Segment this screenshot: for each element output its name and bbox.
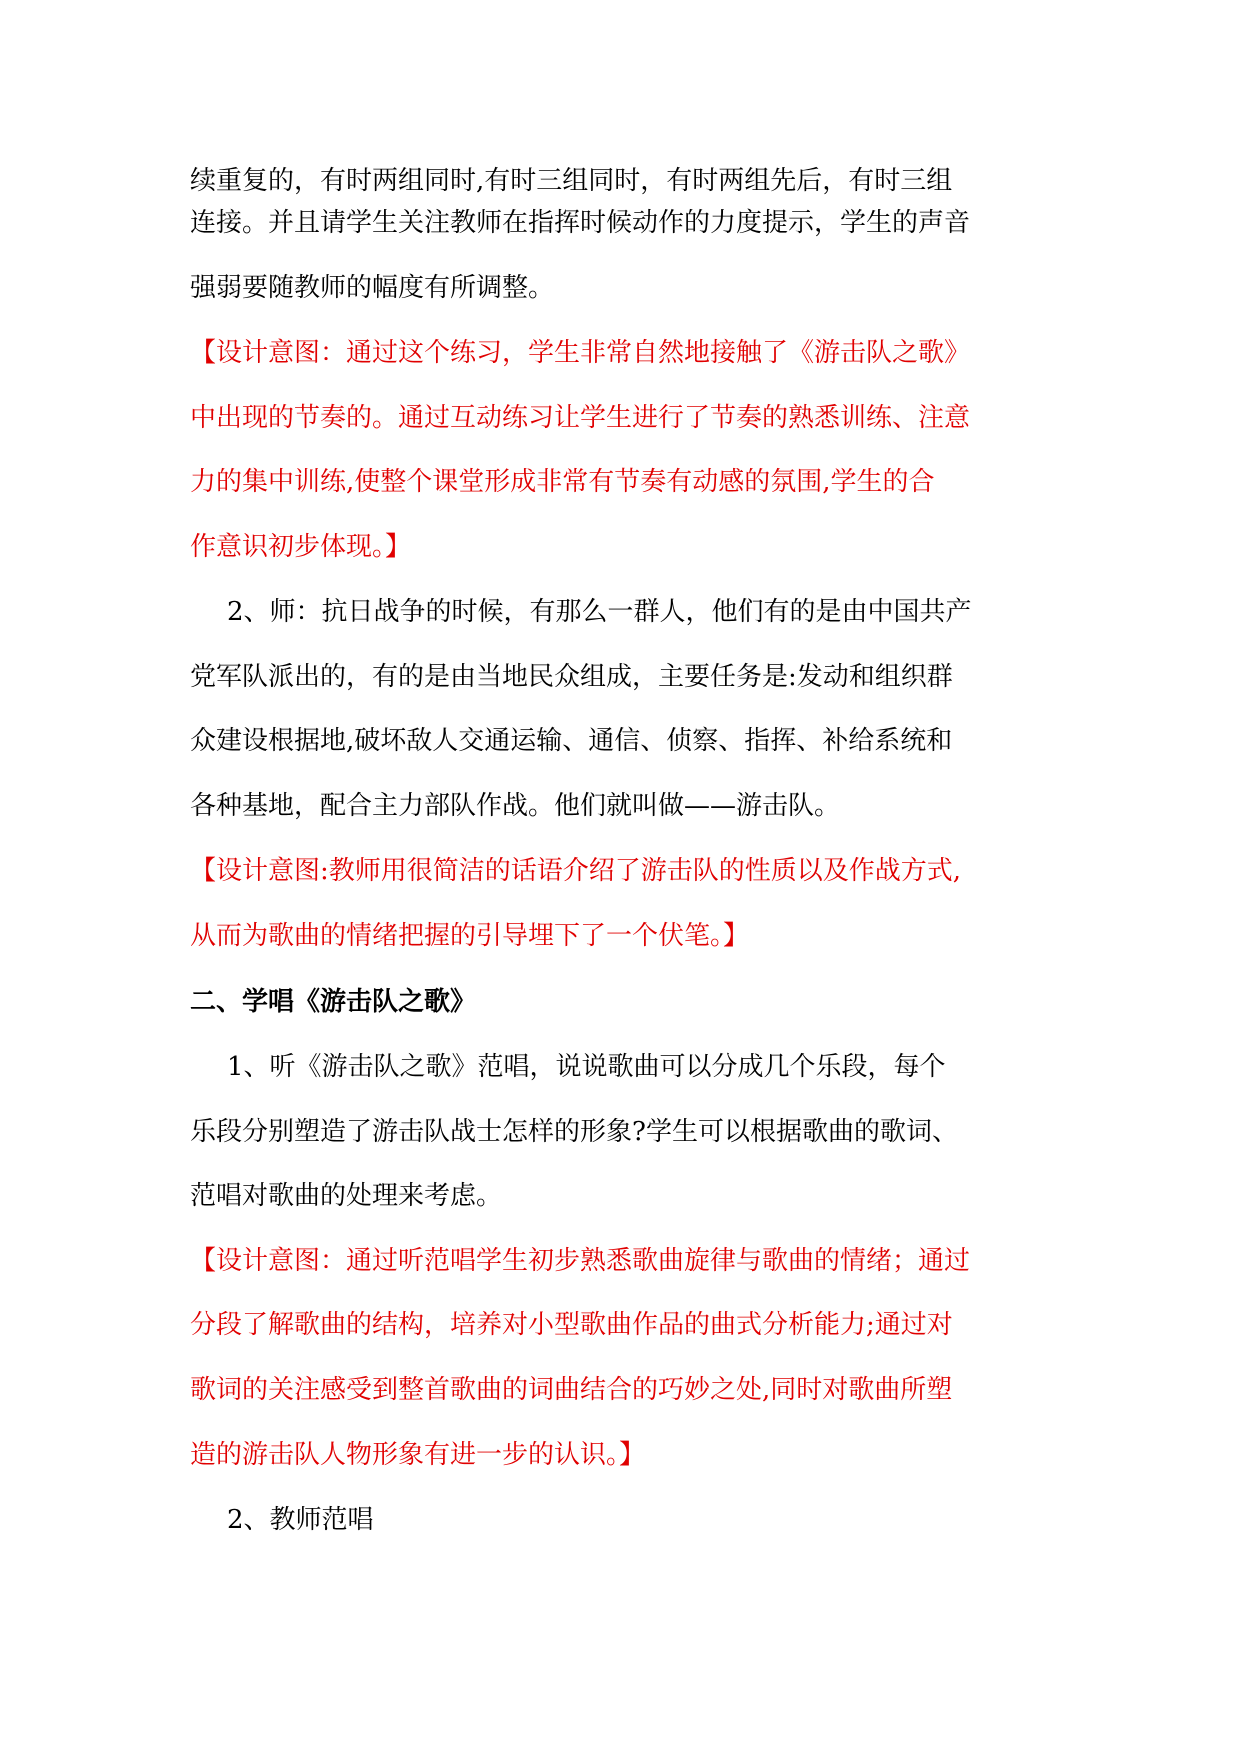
paragraph-line: 强弱要随教师的幅度有所调整。 (190, 273, 555, 303)
paragraph-line: 续重复的，有时两组同时,有时三组同时，有时两组先后，有时三组 (190, 166, 953, 196)
design-intent-line: 从而为歌曲的情绪把握的引导埋下了一个伏笔。】 (190, 921, 750, 951)
paragraph-line: 连接。并且请学生关注教师在指挥时候动作的力度提示，学生的声音 (190, 208, 971, 238)
paragraph-line: 乐段分别塑造了游击队战士怎样的形象?学生可以根据歌曲的歌词、 (190, 1117, 958, 1147)
paragraph-line: 1、听《游击队之歌》范唱，说说歌曲可以分成几个乐段，每个 (227, 1052, 946, 1082)
design-intent-line: 作意识初步体现。】 (190, 532, 412, 562)
paragraph-line: 2、师：抗日战争的时候，有那么一群人，他们有的是由中国共产 (227, 597, 972, 627)
design-intent-line: 【设计意图：通过这个练习，学生非常自然地接触了《游击队之歌》 (190, 338, 971, 368)
paragraph-line: 2、教师范唱 (227, 1505, 374, 1535)
design-intent-line: 分段了解歌曲的结构，培养对小型歌曲作品的曲式分析能力;通过对 (190, 1310, 953, 1340)
design-intent-line: 【设计意图:教师用很简洁的话语介绍了游击队的性质以及作战方式, (190, 856, 962, 886)
paragraph-line: 众建设根据地,破坏敌人交通运输、通信、侦察、指挥、补给系统和 (190, 726, 953, 756)
section-heading: 二、学唱《游击队之歌》 (190, 987, 477, 1017)
design-intent-line: 歌词的关注感受到整首歌曲的词曲结合的巧妙之处,同时对歌曲所塑 (190, 1375, 953, 1405)
paragraph-line: 党军队派出的，有的是由当地民众组成，主要任务是:发动和组织群 (190, 662, 953, 692)
design-intent-line: 【设计意图：通过听范唱学生初步熟悉歌曲旋律与歌曲的情绪；通过 (190, 1246, 971, 1276)
design-intent-line: 中出现的节奏的。通过互动练习让学生进行了节奏的熟悉训练、注意 (190, 403, 971, 433)
paragraph-line: 范唱对歌曲的处理来考虑。 (190, 1181, 503, 1211)
paragraph-line: 各种基地，配合主力部队作战。他们就叫做——游击队。 (190, 791, 841, 821)
design-intent-line: 力的集中训练,使整个课堂形成非常有节奏有动感的氛围,学生的合 (190, 467, 935, 497)
design-intent-line: 造的游击队人物形象有进一步的认识。】 (190, 1440, 646, 1470)
